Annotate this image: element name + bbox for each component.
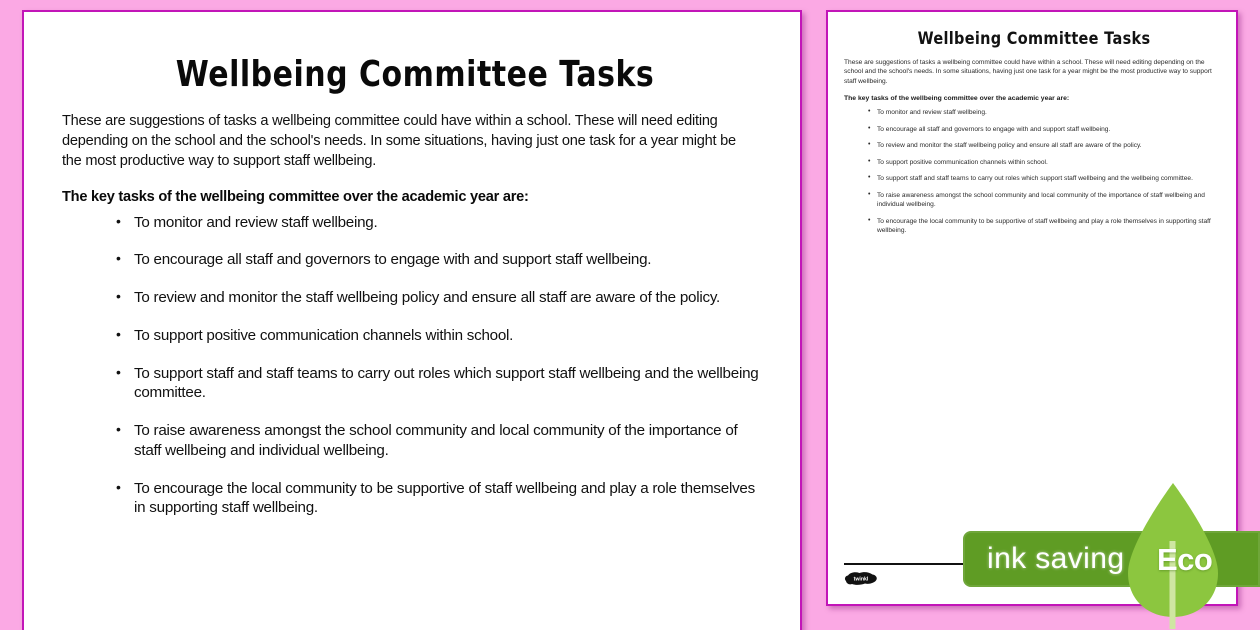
thumbnail-lead-paragraph: The key tasks of the wellbeing committee over the academic year are:	[844, 95, 1070, 103]
task-list	[62, 213, 768, 519]
list-item: • To encourage all staff and governors to engage with and support staff wellbeing.	[868, 125, 1217, 135]
list-item: • To support staff and staff teams to carry out roles which support staff wellbeing and the wellbeing committee.	[116, 364, 768, 404]
list-item: • To monitor and review staff wellbeing.	[116, 213, 768, 233]
svg-text:twinkl: twinkl	[853, 576, 869, 583]
list-item: • To review and monitor the staff wellbeing policy and ensure all staff are aware of the policy.	[116, 288, 768, 308]
list-item: • To encourage the local community to be supportive of staff wellbeing and play a role themselves in supporting staff wellbeing.	[116, 479, 768, 519]
thumbnail-task-list	[844, 108, 1224, 236]
eco-badge-leaf-label: Eco	[1157, 542, 1213, 577]
list-item: • To encourage the local community to be supportive of staff wellbeing and play a role themselves in supporting staff wellbeing.	[868, 217, 1217, 236]
intro-paragraph: These are suggestions of tasks a wellbeing committee could have within a school. These will need editing depending on the school and the school's needs. In some situations, having just one task for a year might be the most productive way to support staff wellbeing.	[62, 112, 736, 170]
main-page-content	[62, 54, 768, 536]
twinkl-logo-icon	[844, 571, 878, 586]
ink-saving-eco-badge	[963, 531, 1260, 587]
lead-paragraph: The key tasks of the wellbeing committee over the academic year are:	[62, 187, 529, 205]
thumbnail-intro-paragraph: These are suggestions of tasks a wellbeing committee could have within a school. These will need editing depending on the school and the school's needs. In some situations, having just one task for a year might be the most productive way to support staff wellbeing.	[844, 59, 1212, 85]
list-item: • To raise awareness amongst the school community and local community of the importance of staff wellbeing and individual wellbeing.	[868, 191, 1217, 210]
list-item: • To raise awareness amongst the school community and local community of the importance of staff wellbeing and individual wellbeing.	[116, 421, 768, 461]
document-page-main[interactable]	[22, 10, 802, 630]
list-item: • To support positive communication channels within school.	[116, 326, 768, 346]
page-title: Wellbeing Committee Tasks	[175, 54, 655, 96]
list-item: • To encourage all staff and governors to engage with and support staff wellbeing.	[116, 250, 768, 270]
thumbnail-page-content	[844, 30, 1224, 243]
thumbnail-page-title: Wellbeing Committee Tasks	[917, 30, 1151, 49]
list-item: • To support staff and staff teams to carry out roles which support staff wellbeing and the wellbeing committee.	[868, 174, 1217, 184]
list-item: • To support positive communication channels within school.	[868, 158, 1217, 168]
eco-badge-bar-label: ink saving	[987, 542, 1125, 575]
list-item: • To review and monitor the staff wellbeing policy and ensure all staff are aware of the policy.	[868, 141, 1217, 151]
list-item: • To monitor and review staff wellbeing.	[868, 108, 1217, 118]
